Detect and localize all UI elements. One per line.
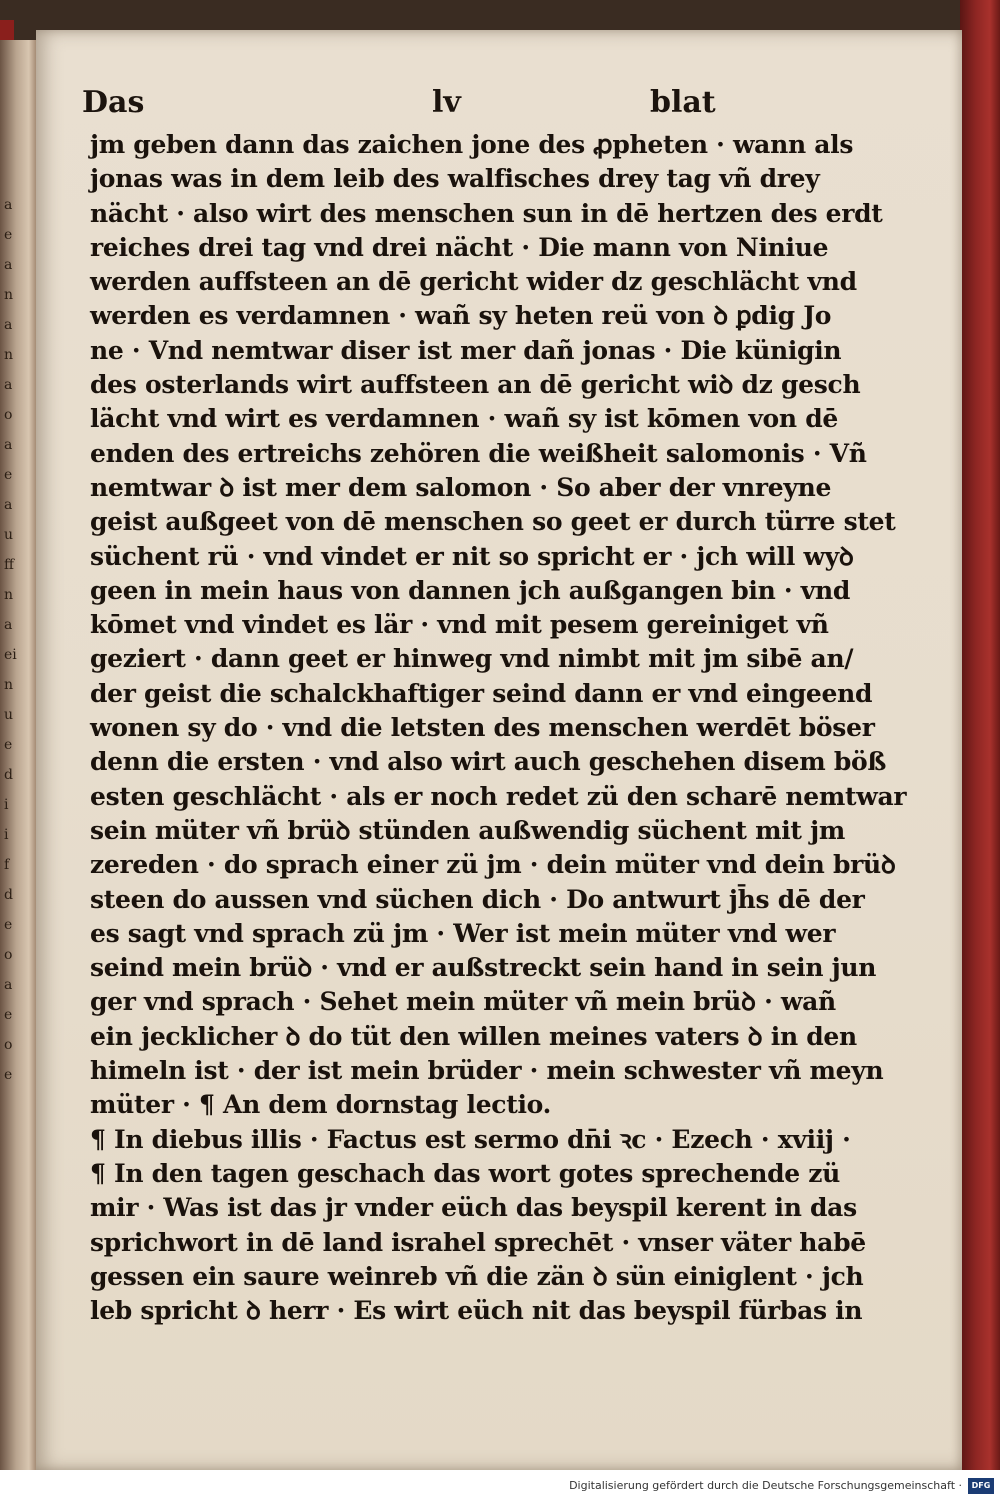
text-line: ger vnd sprach · Sehet mein müter vñ mein brüꝺ · wañ — [90, 987, 836, 1017]
text-line: ein jecklicher ꝺ do tüt den willen meines vaters ꝺ in den — [90, 1021, 857, 1051]
adjacent-page-glyph: n — [4, 677, 14, 693]
page-header — [82, 85, 722, 125]
adjacent-page-glyph: a — [4, 437, 13, 453]
text-line: müter · ¶ An dem dornstag lectio. — [90, 1090, 552, 1120]
adjacent-page-glyph: n — [4, 287, 14, 303]
text-line: enden des ertreichs zehören die weißheit salomonis · Vñ — [90, 438, 867, 468]
adjacent-page-glyph: e — [4, 737, 13, 753]
adjacent-page-glyph: a — [4, 617, 13, 633]
adjacent-page-glyph: e — [4, 467, 13, 483]
adjacent-page-glyph: e — [4, 917, 13, 933]
adjacent-page-glyph: e — [4, 1007, 13, 1023]
adjacent-page-glyph: ff — [4, 557, 14, 573]
text-line: sein müter vñ brüꝺ stünden außwendig süchent mit jm — [90, 815, 845, 845]
text-line: zereden · do sprach einer zü jm · dein müter vnd dein brüꝺ — [90, 850, 896, 880]
text-line: mir · Was ist das jr vnder eüch das beyspil kerent in das — [90, 1193, 857, 1223]
text-line: wonen sy do · vnd die letsten des menschen werdēt böser — [90, 713, 875, 743]
adjacent-page-glyph: a — [4, 197, 13, 213]
header-folio-number: lv — [432, 85, 461, 120]
text-line: gessen ein saure weinreb vñ die zän ꝺ sün einiglent · jch — [90, 1261, 864, 1291]
main-text-block — [90, 128, 907, 1328]
text-line: nächt · also wirt des menschen sun in dē hertzen des erdt — [90, 198, 883, 228]
adjacent-page-glyph: d — [4, 887, 13, 903]
adjacent-page-glyph: f — [4, 857, 10, 873]
text-line: steen do aussen vnd süchen dich · Do antwurt jh̄s dē der — [90, 884, 865, 914]
text-line: ne · Vnd nemtwar diser ist mer dañ jonas · Die künigin — [90, 335, 842, 365]
adjacent-page-text — [4, 190, 34, 1090]
adjacent-page-fragment — [0, 40, 36, 1470]
book-red-edge — [960, 0, 1000, 1470]
text-line: der geist die schalckhaftiger seind dann er vnd eingeend — [90, 678, 873, 708]
text-line: reiches drei tag vnd drei nächt · Die mann von Niniue — [90, 232, 829, 262]
text-line: geziert · dann geet er hinweg vnd nimbt mit jm sibē an/ — [90, 644, 854, 674]
header-running-title: Das — [82, 85, 145, 120]
text-line: des osterlands wirt auffsteen an dē gericht wiꝺ dz gesch — [90, 370, 861, 400]
text-line: jonas was in dem leib des walfisches drey tag vñ drey — [90, 164, 820, 194]
text-line: seind mein brüꝺ · vnd er außstreckt sein hand in sein jun — [90, 953, 877, 983]
text-line: ¶ In diebus illis · Factus est sermo dn̄i ꝛc · Ezech · xviij · — [90, 1124, 851, 1154]
adjacent-page-glyph: n — [4, 587, 14, 603]
text-line: sprichwort in dē land israhel sprechēt · vnser väter habē — [90, 1227, 866, 1257]
adjacent-page-glyph: a — [4, 977, 13, 993]
text-line: es sagt vnd sprach zü jm · Wer ist mein müter vnd wer — [90, 918, 836, 948]
adjacent-page-glyph: a — [4, 377, 13, 393]
text-line: werden auffsteen an dē gericht wider dz geschlächt vnd — [90, 267, 857, 297]
adjacent-page-glyph: a — [4, 497, 13, 513]
dfg-logo-icon: DFG — [968, 1478, 994, 1494]
funding-credit: Digitalisierung gefördert durch die Deutsche Forschungsgemeinschaft · — [569, 1479, 962, 1492]
text-line: leb spricht ꝺ herr · Es wirt eüch nit das beyspil fürbas in — [90, 1296, 863, 1326]
text-line: nemtwar ꝺ ist mer dem salomon · So aber der vnreyne — [90, 472, 832, 502]
text-line: süchent rü · vnd vindet er nit so spricht er · jch will wyꝺ — [90, 541, 854, 571]
adjacent-page-glyph: o — [4, 1037, 13, 1053]
digitization-footer — [0, 1470, 1000, 1503]
adjacent-page-glyph: a — [4, 317, 13, 333]
text-line: kōmet vnd vindet es lär · vnd mit pesem gereiniget vñ — [90, 610, 829, 640]
adjacent-page-glyph: e — [4, 1067, 13, 1083]
text-line: denn die ersten · vnd also wirt auch geschehen disem böß — [90, 747, 887, 777]
text-line: lächt vnd wirt es verdamnen · wañ sy ist kōmen von dē — [90, 404, 838, 434]
adjacent-page-glyph: u — [4, 707, 14, 723]
text-line: ¶ In den tagen geschach das wort gotes sprechende zü — [90, 1158, 841, 1188]
text-line: esten geschlächt · als er noch redet zü den scharē nemtwar — [90, 781, 907, 811]
text-line: jm geben dann das zaichen jone des ꝓpheten · wann als — [90, 130, 854, 159]
adjacent-page-glyph: i — [4, 827, 9, 843]
adjacent-page-glyph: o — [4, 407, 13, 423]
text-line: werden es verdamnen · wañ sy heten reü von ꝺ ꝑdig Jo — [90, 301, 832, 331]
text-line: himeln ist · der ist mein brüder · mein schwester vñ meyn — [90, 1056, 884, 1086]
adjacent-page-glyph: d — [4, 767, 13, 783]
adjacent-page-glyph: u — [4, 527, 14, 543]
adjacent-page-glyph: o — [4, 947, 13, 963]
adjacent-page-glyph: ei — [4, 647, 17, 663]
adjacent-page-glyph: n — [4, 347, 14, 363]
text-line: geist außgeet von dē menschen so geet er durch türre stet — [90, 507, 896, 537]
text-line: geen in mein haus von dannen jch außgangen bin · vnd — [90, 575, 850, 605]
adjacent-page-glyph: a — [4, 257, 13, 273]
adjacent-page-glyph: e — [4, 227, 13, 243]
header-leaf-label: blat — [650, 85, 716, 120]
adjacent-page-glyph: i — [4, 797, 9, 813]
